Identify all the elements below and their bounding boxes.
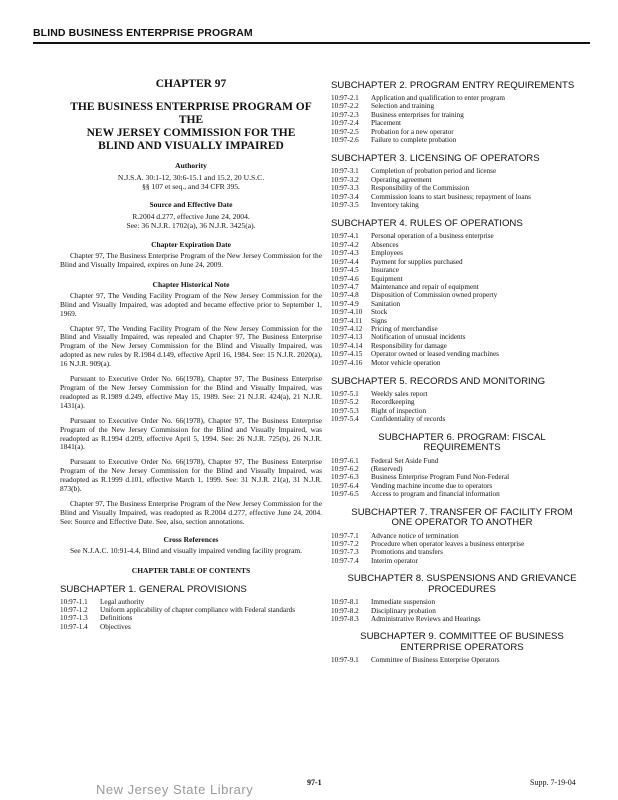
section-title: Responsibility for damage (371, 341, 447, 350)
toc-item (331, 283, 593, 291)
section-number: 10:97-4.8 (331, 291, 359, 300)
section-number: 10:97-4.11 (331, 316, 363, 325)
toc-heading: CHAPTER TABLE OF CONTENTS (131, 565, 251, 575)
section-title: Access to program and financial information (371, 490, 500, 499)
history-paragraph: Chapter 97, The Vending Facility Program of the New Jersey Commission for the Blind and Visually Impaired, was adopted and became effective prior to September 1, 1969. (60, 290, 322, 318)
left-column (60, 78, 322, 631)
toc-item (331, 201, 593, 209)
toc-item (331, 350, 593, 358)
section-title: Stock (371, 308, 388, 317)
section-title: Confidentiality of records (371, 415, 446, 424)
section-title: Interim operator (371, 556, 418, 565)
chapter-title-line: NEW JERSEY COMMISSION FOR THE (86, 127, 296, 139)
history-paragraph: Chapter 97, The Business Enterprise Program of the New Jersey Commission for the Blind and Visually Impaired, was readopted as R.2004 d.277, effective June 24, 2004. See: Source and Effective Date. See, also, section annotations. (60, 498, 322, 526)
toc-item (331, 275, 593, 283)
section-title: (Reserved) (371, 465, 403, 473)
section-title: Administrative Reviews and Hearings (371, 615, 481, 624)
authority-heading: Authority (175, 161, 207, 170)
toc-item (331, 415, 593, 423)
section-number: 10:97-3.4 (331, 192, 359, 201)
section-title: Business Enterprise Program Fund Non-Federal (371, 473, 510, 482)
subchapter-title-line: REQUIREMENTS (423, 442, 501, 454)
section-title: Committee of Business Enterprise Operators (371, 656, 500, 665)
history-paragraph: Pursuant to Executive Order No. 66(1978), Chapter 97, The Business Enterprise Program of the New Jersey Commission for the Blind and Visually Impaired, was readopted as R.1989 d.249, effective May 15, 1989. See: 21 N.J.R. 424(a), 21 N.J.R. 1431(a). (60, 374, 322, 410)
section-title: Personal operation of a business enterprise (371, 232, 494, 241)
section-number: 10:97-4.4 (331, 257, 359, 266)
section-title: Weekly sales report (371, 389, 428, 398)
toc-item (331, 111, 593, 119)
toc-item (331, 249, 593, 257)
subchapter-title-line: SUBCHAPTER 6. PROGRAM: FISCAL (378, 431, 546, 443)
history-paragraph: Chapter 97, The Vending Facility Program of the New Jersey Commission for the Blind and Visually Impaired, was repealed and Chapter 97, The Business Enterprise Program of the New Jersey Commission for the Blind and Visually Impaired, was adopted as new rules by R.1984 d.149, effective April 16, 1984. See: 15 N.J.R. 2020(a), 16 N.J.R. 909(a). (60, 323, 322, 369)
toc-item (331, 557, 593, 565)
toc-item (331, 359, 593, 367)
section-number: 10:97-2.5 (331, 127, 359, 136)
section-title: Promotions and transfers (371, 548, 443, 557)
section-number: 10:97-7.1 (331, 531, 359, 540)
toc-item (331, 457, 593, 465)
toc-item (60, 614, 322, 622)
toc-item (331, 167, 593, 175)
toc-item (331, 333, 593, 341)
subchapter-title (331, 376, 593, 387)
section-number: 10:97-4.12 (331, 324, 363, 333)
section-title: Operator owned or leased vending machines (371, 350, 499, 359)
toc-item (331, 176, 593, 184)
right-column (331, 80, 593, 665)
subchapter-title (331, 433, 593, 454)
toc-item (331, 540, 593, 548)
section-number: 10:97-6.1 (331, 456, 359, 465)
section-number: 10:97-8.1 (331, 598, 359, 607)
section-title: Disciplinary probation (371, 606, 436, 615)
section-title: Inventory taking (371, 201, 419, 210)
section-title: Procedure when operator leaves a business enterprise (371, 540, 525, 549)
section-title: Failure to complete probation (371, 136, 457, 145)
toc-item (331, 325, 593, 333)
toc-item (331, 94, 593, 102)
section-title: Immediate suspension (371, 598, 436, 607)
section-number: 10:97-4.3 (331, 249, 359, 258)
chapter-number: CHAPTER 97 (155, 78, 227, 90)
section-title: Employees (371, 249, 403, 258)
header-rule (33, 42, 590, 44)
section-number: 10:97-4.5 (331, 266, 359, 275)
section-title: Right of inspection (371, 406, 427, 415)
section-title: Selection and training (371, 102, 435, 111)
section-title: Insurance (371, 266, 399, 275)
toc-item (60, 623, 322, 631)
toc-item (331, 656, 593, 664)
toc-item (331, 193, 593, 201)
section-title: Advance notice of termination (371, 531, 459, 540)
section-title: Responsibility of the Commission (371, 184, 470, 193)
section-title: Sanitation (371, 299, 401, 308)
section-number: 10:97-2.4 (331, 119, 359, 128)
toc-item (331, 607, 593, 615)
section-number: 10:97-4.16 (331, 358, 363, 367)
subchapter-title (331, 153, 593, 164)
section-title: Application and qualification to enter program (371, 94, 505, 102)
subchapter-title (331, 574, 593, 595)
subchapter-title-line: PROCEDURES (428, 583, 496, 595)
toc-item (60, 598, 322, 606)
subchapter-title-line: SUBCHAPTER 3. LICENSING OF OPERATORS (331, 153, 540, 165)
subchapter-title-line: SUBCHAPTER 5. RECORDS AND MONITORING (331, 375, 546, 387)
toc-item (331, 291, 593, 299)
page-number: 97-1 (307, 778, 322, 787)
section-number: 10:97-5.4 (331, 415, 359, 424)
chapter-title-line: THE BUSINESS ENTERPRISE PROGRAM OF THE (70, 101, 312, 126)
section-number: 10:97-7.4 (331, 556, 359, 565)
section-number: 10:97-2.2 (331, 102, 359, 111)
toc-item (331, 390, 593, 398)
toc-item (331, 482, 593, 490)
toc-item (331, 232, 593, 240)
source-line: See: 36 N.J.R. 1702(a), 36 N.J.R. 3425(a). (126, 221, 256, 230)
toc-item (331, 184, 593, 192)
section-title: Pricing of merchandise (371, 324, 438, 333)
section-number: 10:97-8.2 (331, 606, 359, 615)
expiration-text: Chapter 97, The Business Enterprise Program of the New Jersey Commission for the Blind and Visually Impaired, expires on June 24, 2009. (60, 251, 322, 269)
section-number: 10:97-4.15 (331, 350, 363, 359)
toc-item (331, 473, 593, 481)
section-number: 10:97-4.2 (331, 240, 359, 249)
history-paragraph: Pursuant to Executive Order No. 66(1978), Chapter 97, The Business Enterprise Program of the New Jersey Commission for the Blind and Visually Impaired, was readopted as R.1999 d.101, effective March 1, 1999. See: 31 N.J.R. 21(a), 31 N.J.R. 873(b). (60, 457, 322, 494)
subchapter-title-line: SUBCHAPTER 9. COMMITTEE OF BUSINESS (360, 631, 564, 643)
history-paragraph: Pursuant to Executive Order No. 66(1978), Chapter 97, The Business Enterprise Program of the New Jersey Commission for the Blind and Visually Impaired, was readopted as R.1994 d.209, effective April 5, 1994. See: 26 N.J.R. 725(b), 26 N.J.R. 1841(a). (60, 415, 322, 452)
section-number: 10:97-6.4 (331, 481, 359, 490)
toc-item (331, 598, 593, 606)
subchapter-title (331, 80, 593, 91)
toc-item (331, 241, 593, 249)
library-stamp: New Jersey State Library (96, 782, 254, 797)
section-title: Federal Set Aside Fund (371, 456, 439, 465)
toc-item (331, 548, 593, 556)
section-number: 10:97-6.3 (331, 473, 359, 482)
toc-item (331, 300, 593, 308)
section-number: 10:97-3.1 (331, 167, 359, 176)
section-number: 10:97-1.4 (60, 622, 88, 631)
section-number: 10:97-5.1 (331, 389, 359, 398)
section-number: 10:97-4.10 (331, 308, 363, 317)
section-title: Vending machine income due to operators (371, 481, 493, 490)
section-number: 10:97-1.2 (60, 605, 88, 614)
section-number: 10:97-3.3 (331, 184, 359, 193)
section-title: Maintenance and repair of equipment (371, 282, 479, 291)
section-title: Disposition of Commission owned property (371, 291, 498, 300)
toc-item (331, 532, 593, 540)
section-number: 10:97-4.14 (331, 341, 363, 350)
section-title: Recordkeeping (371, 398, 415, 407)
section-title: Operating agreement (371, 175, 432, 184)
section-number: 10:97-7.2 (331, 540, 359, 549)
section-number: 10:97-6.5 (331, 490, 359, 499)
section-number: 10:97-2.3 (331, 110, 359, 119)
authority-line: §§ 107 et seq., and 34 CFR 395. (142, 182, 240, 191)
toc-item (331, 465, 593, 473)
section-number: 10:97-4.7 (331, 282, 359, 291)
section-number: 10:97-8.3 (331, 615, 359, 624)
toc-item (331, 407, 593, 415)
toc-item (331, 119, 593, 127)
section-title: Legal authority (100, 597, 145, 606)
section-title: Definitions (100, 614, 133, 623)
section-title: Placement (371, 119, 401, 128)
subchapter-title-line: ENTERPRISE OPERATORS (400, 641, 524, 653)
subchapter-1-title: SUBCHAPTER 1. GENERAL PROVISIONS (60, 583, 247, 595)
section-number: 10:97-7.3 (331, 548, 359, 557)
expiration-heading: Chapter Expiration Date (151, 240, 231, 249)
toc-item (331, 102, 593, 110)
source-line: R.2004 d.277, effective June 24, 2004. (132, 212, 250, 221)
supplement-date: Supp. 7-19-04 (530, 778, 576, 787)
subchapter-title (331, 632, 593, 653)
section-title: Equipment (371, 274, 403, 283)
toc-item (331, 266, 593, 274)
section-title: Objectives (100, 622, 131, 631)
history-heading: Chapter Historical Note (152, 279, 230, 289)
section-number: 10:97-2.6 (331, 136, 359, 145)
section-title: Absences (371, 240, 399, 249)
section-title: Payment for supplies purchased (371, 257, 463, 266)
cross-references-text: See N.J.A.C. 10:91-4.4, Blind and visually impaired vending facility program. (70, 545, 302, 555)
toc-item (331, 490, 593, 498)
section-number: 10:97-4.1 (331, 232, 359, 241)
subchapter-title (331, 508, 593, 529)
subchapter-title-line: ONE OPERATOR TO ANOTHER (391, 517, 533, 529)
section-title: Motor vehicle operation (371, 358, 441, 367)
section-title: Uniform applicability of chapter compliance with Federal standards (100, 605, 295, 614)
toc-item (331, 317, 593, 325)
subchapter-title-line: SUBCHAPTER 4. RULES OF OPERATIONS (331, 218, 523, 230)
section-number: 10:97-2.1 (331, 94, 359, 102)
section-title: Commission loans to start business; repayment of loans (371, 192, 531, 201)
section-number: 10:97-1.1 (60, 597, 88, 606)
section-title: Completion of probation period and license (371, 167, 497, 176)
section-number: 10:97-4.6 (331, 274, 359, 283)
section-title: Signs (371, 316, 387, 325)
toc-item (60, 606, 322, 614)
section-number: 10:97-9.1 (331, 656, 359, 665)
cross-references-heading: Cross References (163, 534, 219, 544)
toc-item (331, 258, 593, 266)
section-number: 10:97-3.2 (331, 175, 359, 184)
toc-item (331, 136, 593, 144)
section-number: 10:97-5.2 (331, 398, 359, 407)
section-number: 10:97-4.9 (331, 299, 359, 308)
toc-item (331, 308, 593, 316)
section-title: Notification of unusual incidents (371, 333, 466, 342)
section-number: 10:97-5.3 (331, 406, 359, 415)
section-number: 10:97-6.2 (331, 465, 359, 473)
toc-item (331, 398, 593, 406)
toc-item (331, 342, 593, 350)
chapter-title-line: BLIND AND VISUALLY IMPAIRED (98, 140, 284, 152)
section-number: 10:97-3.5 (331, 201, 359, 210)
subchapter-title-line: SUBCHAPTER 8. SUSPENSIONS AND GRIEVANCE (347, 573, 577, 585)
source-heading: Source and Effective Date (149, 200, 233, 209)
toc-item (331, 615, 593, 623)
chapter-title (60, 101, 322, 153)
authority-line: N.J.S.A. 30:1-12, 30:6-15.1 and 15.2, 20 U.S.C. (117, 173, 265, 182)
toc-item (331, 128, 593, 136)
running-header: BLIND BUSINESS ENTERPRISE PROGRAM (33, 27, 253, 39)
subchapter-title-line: SUBCHAPTER 7. TRANSFER OF FACILITY FROM (351, 506, 573, 518)
section-title: Business enterprises for training (371, 110, 464, 119)
subchapter-title-line: SUBCHAPTER 2. PROGRAM ENTRY REQUIREMENTS (331, 80, 575, 91)
section-number: 10:97-4.13 (331, 333, 363, 342)
subchapter-title (331, 218, 593, 229)
section-title: Probation for a new operator (371, 127, 454, 136)
section-number: 10:97-1.3 (60, 614, 88, 623)
